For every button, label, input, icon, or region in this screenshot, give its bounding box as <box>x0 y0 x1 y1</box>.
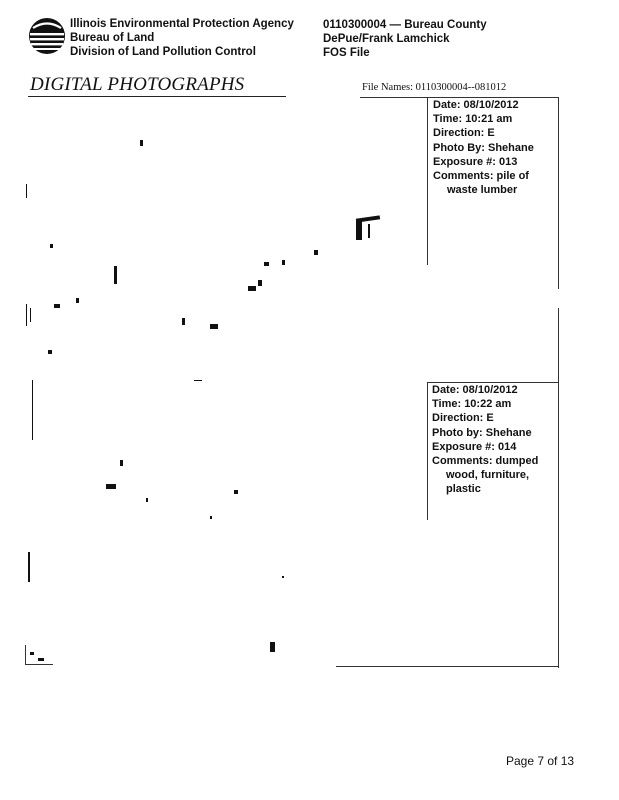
photo-2-direction: Direction: E <box>432 412 494 425</box>
file-names: File Names: 0110300004--081012 <box>362 82 507 93</box>
bureau-name: Bureau of Land <box>70 32 155 44</box>
photo-1-comments-cont: waste lumber <box>447 184 518 197</box>
photo-1-right-border <box>558 97 559 289</box>
photo-2-divider <box>427 382 428 520</box>
photo-2-comments: Comments: dumped <box>432 455 539 468</box>
photo-2-bottom-left-rule <box>25 664 53 665</box>
illinois-epa-logo-icon <box>28 16 66 56</box>
photo-1-photographer: Photo By: Shehane <box>433 141 534 154</box>
photo-1-date: Date: 08/10/2012 <box>433 99 519 111</box>
photo-1-caption <box>433 98 534 197</box>
file-type: FOS File <box>323 47 370 59</box>
photo-1-exposure: Exposure #: 013 <box>433 155 518 168</box>
section-title: DIGITAL PHOTOGRAPHS <box>30 74 245 95</box>
photo-1-comments: Comments: pile of <box>433 170 529 183</box>
photo-2-bottom-rule <box>336 666 558 667</box>
page-number: Page 7 of 13 <box>506 754 575 768</box>
agency-name: Illinois Environmental Protection Agency <box>70 18 294 30</box>
photo-2-exposure: Exposure #: 014 <box>432 440 517 453</box>
photo-2-date: Date: 08/10/2012 <box>432 384 518 396</box>
photo-2-comments-cont-2: plastic <box>446 483 481 496</box>
photo-1-divider <box>427 97 428 265</box>
photo-1-right-border-lower <box>558 308 559 382</box>
photo-2-photographer: Photo by: Shehane <box>432 426 532 439</box>
title-underline <box>28 96 286 97</box>
photo-2-caption <box>432 383 538 497</box>
photo-2-comments-cont: wood, furniture, <box>446 469 530 482</box>
photo-1-time: Time: 10:21 am <box>433 113 513 126</box>
photo-2-time: Time: 10:22 am <box>432 398 512 411</box>
photo-1-direction: Direction: E <box>433 127 495 140</box>
photo-2-right-border <box>558 382 559 668</box>
site-id-line: 0110300004 — Bureau County <box>323 19 487 31</box>
photo-1 <box>26 100 421 375</box>
division-name: Division of Land Pollution Control <box>70 46 256 58</box>
site-name: DePue/Frank Lamchick <box>323 33 450 45</box>
photo-2 <box>26 380 421 662</box>
